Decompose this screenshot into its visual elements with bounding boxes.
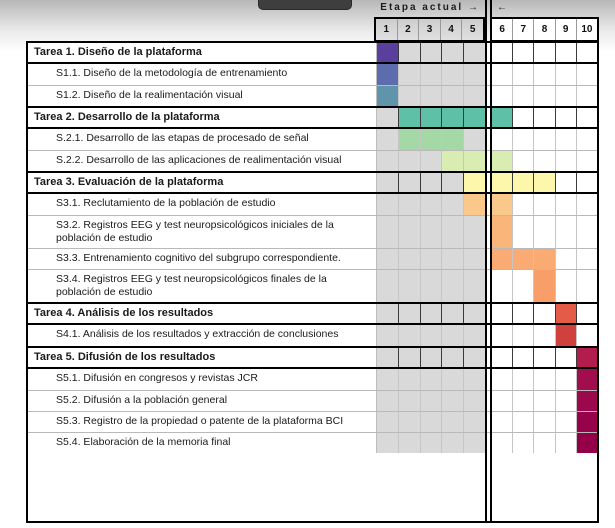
stage-cell bbox=[556, 391, 577, 411]
task-row bbox=[28, 346, 597, 369]
stage-cell bbox=[377, 325, 399, 346]
stage-cell bbox=[464, 43, 485, 62]
stage-cell bbox=[464, 270, 485, 302]
stage-header-future-group bbox=[490, 17, 599, 42]
subtask-row bbox=[28, 248, 597, 269]
stage-cells-group bbox=[492, 249, 597, 269]
stage-cell bbox=[534, 433, 555, 453]
stage-cell bbox=[464, 348, 485, 367]
stage-cell bbox=[399, 86, 421, 106]
stage-cells-group bbox=[492, 216, 597, 248]
stage-cell bbox=[534, 64, 555, 85]
stage-cells-group bbox=[492, 43, 597, 62]
stage-cells-group bbox=[376, 304, 485, 323]
stage-cell bbox=[492, 325, 513, 346]
stage-cell bbox=[399, 173, 421, 192]
stage-cell bbox=[492, 43, 513, 62]
task-row bbox=[28, 302, 597, 325]
stage-cell bbox=[442, 151, 464, 171]
stage-cell bbox=[464, 325, 485, 346]
stage-cell bbox=[513, 270, 534, 302]
stage-cell bbox=[399, 216, 421, 248]
stage-cell bbox=[442, 43, 464, 62]
stage-cell bbox=[513, 325, 534, 346]
stage-cell bbox=[513, 194, 534, 215]
stage-cell bbox=[377, 270, 399, 302]
stage-cell bbox=[556, 173, 577, 192]
stage-cell bbox=[534, 391, 555, 411]
stage-cell bbox=[577, 348, 597, 367]
stage-cell bbox=[577, 391, 597, 411]
stage-cell bbox=[513, 391, 534, 411]
stage-cell bbox=[577, 249, 597, 269]
stage-cell bbox=[464, 412, 485, 432]
task-label: Tarea 4. Análisis de los resultados bbox=[34, 307, 214, 319]
stage-cell bbox=[377, 86, 399, 106]
stage-cell bbox=[513, 129, 534, 150]
stage-cells-group bbox=[492, 129, 597, 150]
current-stage-label: Etapa actual → bbox=[380, 2, 480, 13]
stage-cell bbox=[556, 151, 577, 171]
task-row bbox=[28, 171, 597, 194]
stage-cell bbox=[534, 249, 555, 269]
stage-cell bbox=[534, 173, 555, 192]
stage-cell bbox=[399, 270, 421, 302]
subtask-row bbox=[28, 369, 597, 390]
stage-cell bbox=[513, 108, 534, 127]
stage-number: 1 bbox=[376, 19, 398, 40]
stage-cell bbox=[464, 129, 485, 150]
stage-cells-group bbox=[376, 173, 485, 192]
stage-cell bbox=[377, 43, 399, 62]
stage-cell bbox=[421, 151, 443, 171]
task-row bbox=[28, 106, 597, 129]
stage-cell bbox=[513, 433, 534, 453]
stage-cell bbox=[377, 412, 399, 432]
subtask-label: S.2.2. Desarrollo de las aplicaciones de realimentación visual bbox=[56, 154, 342, 166]
stage-cell bbox=[377, 348, 399, 367]
stage-cell bbox=[421, 64, 443, 85]
subtask-label: S5.2. Difusión a la población general bbox=[56, 394, 228, 406]
stage-cells-group bbox=[376, 43, 485, 62]
stage-cells-group bbox=[492, 194, 597, 215]
stage-cell bbox=[464, 249, 485, 269]
stage-cell bbox=[556, 433, 577, 453]
stage-cell bbox=[577, 194, 597, 215]
stage-cell bbox=[442, 412, 464, 432]
stage-cell bbox=[421, 216, 443, 248]
stage-cell bbox=[377, 433, 399, 453]
subtask-label: S1.2. Diseño de la realimentación visual bbox=[56, 89, 243, 101]
stage-cell bbox=[492, 348, 513, 367]
stage-cells-group bbox=[376, 129, 485, 150]
stage-cell bbox=[513, 348, 534, 367]
stage-cell bbox=[442, 249, 464, 269]
stage-cells-group bbox=[492, 151, 597, 171]
stage-cell bbox=[377, 216, 399, 248]
stage-cells-group bbox=[492, 108, 597, 127]
subtask-label: S3.1. Reclutamiento de la población de estudio bbox=[56, 197, 276, 209]
stage-cell bbox=[421, 194, 443, 215]
subtask-label: S3.4. Registros EEG y test neuropsicológicos finales de la población de estudio bbox=[56, 273, 327, 298]
subtask-row bbox=[28, 269, 597, 302]
stage-cell bbox=[492, 412, 513, 432]
stage-cell bbox=[513, 173, 534, 192]
stage-cell bbox=[513, 249, 534, 269]
stage-cells-group bbox=[492, 369, 597, 390]
stage-cells-group bbox=[492, 304, 597, 323]
stage-cell bbox=[577, 412, 597, 432]
stage-cell bbox=[556, 86, 577, 106]
stage-cell bbox=[442, 64, 464, 85]
stage-cell bbox=[534, 304, 555, 323]
stage-cell bbox=[421, 43, 443, 62]
stage-cell bbox=[492, 108, 513, 127]
stage-cells-group bbox=[376, 86, 485, 106]
stage-cell bbox=[513, 64, 534, 85]
stage-cells-group bbox=[492, 348, 597, 367]
stage-cell bbox=[421, 348, 443, 367]
stage-cells-group bbox=[376, 433, 485, 453]
stage-cell bbox=[577, 304, 597, 323]
stage-cell bbox=[399, 249, 421, 269]
stage-cell bbox=[421, 391, 443, 411]
subtask-label: S5.1. Difusión en congresos y revistas JCR bbox=[56, 372, 258, 384]
stage-cell bbox=[442, 129, 464, 150]
stage-cell bbox=[464, 433, 485, 453]
stage-cells-group bbox=[376, 412, 485, 432]
stage-cell bbox=[421, 249, 443, 269]
stage-cell bbox=[421, 304, 443, 323]
stage-cells-group bbox=[492, 412, 597, 432]
task-label: Tarea 5. Difusión de los resultados bbox=[34, 351, 216, 363]
stage-cell bbox=[577, 216, 597, 248]
stage-cell bbox=[377, 129, 399, 150]
stage-cell bbox=[377, 304, 399, 323]
stage-cell bbox=[442, 325, 464, 346]
subtask-row bbox=[28, 390, 597, 411]
stage-number: 10 bbox=[577, 19, 597, 40]
stage-number: 3 bbox=[419, 19, 441, 40]
stage-cells-group bbox=[376, 391, 485, 411]
stage-cell bbox=[442, 194, 464, 215]
stage-cells-group bbox=[376, 325, 485, 346]
stage-cell bbox=[377, 249, 399, 269]
task-label: Tarea 3. Evaluación de la plataforma bbox=[34, 176, 224, 188]
stage-cell bbox=[556, 249, 577, 269]
stage-cells-group bbox=[376, 194, 485, 215]
stage-cell bbox=[442, 369, 464, 390]
stage-cell bbox=[377, 194, 399, 215]
task-label: Tarea 1. Diseño de la plataforma bbox=[34, 46, 202, 58]
stage-cell bbox=[421, 270, 443, 302]
stage-cell bbox=[464, 369, 485, 390]
stage-cell bbox=[577, 270, 597, 302]
stage-cell bbox=[442, 391, 464, 411]
stage-cells-group bbox=[376, 64, 485, 85]
stage-cell bbox=[513, 304, 534, 323]
subtask-row bbox=[28, 215, 597, 248]
stage-cell bbox=[399, 433, 421, 453]
stage-cells-group bbox=[492, 86, 597, 106]
subtask-label: S5.3. Registro de la propiedad o patente de la plataforma BCI bbox=[56, 415, 344, 427]
stage-cell bbox=[534, 151, 555, 171]
stage-number: 5 bbox=[462, 19, 483, 40]
subtask-row bbox=[28, 411, 597, 432]
stage-cell bbox=[556, 325, 577, 346]
stage-cell bbox=[513, 369, 534, 390]
stage-cell bbox=[442, 348, 464, 367]
stage-cell bbox=[399, 412, 421, 432]
stage-cell bbox=[556, 216, 577, 248]
subtask-label: S3.2. Registros EEG y test neuropsicológicos iniciales de la población de estudio bbox=[56, 219, 334, 244]
stage-header-past-group bbox=[374, 17, 485, 42]
stage-cell bbox=[442, 433, 464, 453]
stage-cell bbox=[399, 391, 421, 411]
stage-cell bbox=[464, 64, 485, 85]
stage-cell bbox=[556, 43, 577, 62]
subtask-row bbox=[28, 194, 597, 215]
stage-cell bbox=[534, 412, 555, 432]
stage-cell bbox=[534, 216, 555, 248]
stage-cell bbox=[399, 194, 421, 215]
subtask-row bbox=[28, 85, 597, 106]
stage-cell bbox=[513, 151, 534, 171]
subtask-label: S4.1. Análisis de los resultados y extracción de conclusiones bbox=[56, 328, 339, 340]
stage-cell bbox=[534, 270, 555, 302]
stage-cell bbox=[492, 151, 513, 171]
subtask-row bbox=[28, 432, 597, 453]
stage-number: 8 bbox=[534, 19, 555, 40]
stage-cell bbox=[464, 108, 485, 127]
stage-cell bbox=[577, 369, 597, 390]
stage-cell bbox=[492, 194, 513, 215]
stage-cell bbox=[399, 151, 421, 171]
stage-cell bbox=[534, 194, 555, 215]
stage-cell bbox=[492, 173, 513, 192]
stage-cell bbox=[464, 391, 485, 411]
stage-cell bbox=[377, 64, 399, 85]
stage-cell bbox=[513, 216, 534, 248]
stage-cell bbox=[534, 108, 555, 127]
gantt-table bbox=[26, 41, 599, 523]
subtask-label: S1.1. Diseño de la metodología de entrenamiento bbox=[56, 67, 288, 79]
stage-cells-group bbox=[376, 369, 485, 390]
task-label: Tarea 2. Desarrollo de la plataforma bbox=[34, 111, 220, 123]
stage-cell bbox=[513, 43, 534, 62]
stage-number: 4 bbox=[441, 19, 463, 40]
stage-cell bbox=[377, 151, 399, 171]
stage-cell bbox=[577, 173, 597, 192]
stage-cell bbox=[492, 270, 513, 302]
stage-cell bbox=[556, 129, 577, 150]
stage-cells-group bbox=[492, 433, 597, 453]
stage-cell bbox=[421, 412, 443, 432]
stage-cell bbox=[577, 108, 597, 127]
stage-cell bbox=[492, 64, 513, 85]
current-stage-divider-left bbox=[485, 0, 487, 523]
stage-cell bbox=[492, 86, 513, 106]
stage-cell bbox=[556, 64, 577, 85]
stage-cell bbox=[421, 369, 443, 390]
stage-cell bbox=[399, 43, 421, 62]
subtask-label: S.2.1. Desarrollo de las etapas de procesado de señal bbox=[56, 132, 309, 144]
stage-cell bbox=[377, 173, 399, 192]
stage-cell bbox=[421, 173, 443, 192]
stage-cells-group bbox=[492, 325, 597, 346]
stage-cell bbox=[534, 325, 555, 346]
stage-cell bbox=[399, 129, 421, 150]
left-arrow-marker: ← bbox=[497, 2, 507, 13]
stage-cell bbox=[556, 304, 577, 323]
stage-number: 2 bbox=[398, 19, 420, 40]
stage-cell bbox=[421, 86, 443, 106]
stage-number: 6 bbox=[492, 19, 513, 40]
stage-cell bbox=[421, 325, 443, 346]
stage-cell bbox=[442, 173, 464, 192]
subtask-label: S5.4. Elaboración de la memoria final bbox=[56, 436, 231, 448]
stage-cell bbox=[442, 216, 464, 248]
stage-cell bbox=[464, 86, 485, 106]
stage-cells-group bbox=[376, 348, 485, 367]
stage-cells-group bbox=[492, 173, 597, 192]
stage-cells-group bbox=[492, 64, 597, 85]
stage-cell bbox=[464, 216, 485, 248]
stage-cell bbox=[442, 304, 464, 323]
stage-cell bbox=[442, 108, 464, 127]
stage-cell bbox=[577, 86, 597, 106]
stage-cell bbox=[421, 108, 443, 127]
stage-cells-group bbox=[376, 249, 485, 269]
stage-number: 7 bbox=[513, 19, 534, 40]
stage-cell bbox=[399, 64, 421, 85]
stage-cell bbox=[556, 108, 577, 127]
task-row bbox=[28, 43, 597, 64]
stage-cell bbox=[556, 412, 577, 432]
stage-cells-group bbox=[376, 108, 485, 127]
stage-cells-group bbox=[376, 270, 485, 302]
stage-cell bbox=[534, 348, 555, 367]
subtask-row bbox=[28, 129, 597, 150]
current-stage-divider-right bbox=[490, 0, 492, 523]
subtask-row bbox=[28, 325, 597, 346]
stage-cell bbox=[513, 86, 534, 106]
stage-cell bbox=[492, 129, 513, 150]
stage-cell bbox=[556, 369, 577, 390]
subtask-row bbox=[28, 64, 597, 85]
stage-cell bbox=[492, 304, 513, 323]
stage-cell bbox=[556, 348, 577, 367]
stage-cell bbox=[492, 249, 513, 269]
stage-cell bbox=[399, 325, 421, 346]
stage-cell bbox=[534, 369, 555, 390]
stage-cell bbox=[399, 369, 421, 390]
stage-cell bbox=[399, 108, 421, 127]
stage-cell bbox=[577, 43, 597, 62]
stage-cell bbox=[534, 43, 555, 62]
stage-cell bbox=[556, 194, 577, 215]
stage-cell bbox=[399, 348, 421, 367]
stage-cell bbox=[377, 391, 399, 411]
stage-cell bbox=[492, 369, 513, 390]
stage-cells-group bbox=[492, 391, 597, 411]
stage-cell bbox=[442, 86, 464, 106]
stage-cell bbox=[534, 86, 555, 106]
stage-cell bbox=[464, 151, 485, 171]
subtask-row bbox=[28, 150, 597, 171]
stage-cell bbox=[442, 270, 464, 302]
stage-cell bbox=[556, 270, 577, 302]
stage-cell bbox=[377, 369, 399, 390]
stage-cells-group bbox=[492, 270, 597, 302]
stage-cell bbox=[534, 129, 555, 150]
stage-cell bbox=[492, 391, 513, 411]
stage-cell bbox=[464, 194, 485, 215]
stage-cell bbox=[577, 151, 597, 171]
stage-cells-group bbox=[376, 151, 485, 171]
stage-cell bbox=[421, 433, 443, 453]
stage-cell bbox=[421, 129, 443, 150]
stage-cell bbox=[577, 325, 597, 346]
stage-cell bbox=[577, 64, 597, 85]
stage-cell bbox=[577, 129, 597, 150]
stage-cell bbox=[492, 216, 513, 248]
stage-cell bbox=[513, 412, 534, 432]
stage-number: 9 bbox=[556, 19, 577, 40]
stage-cell bbox=[377, 108, 399, 127]
subtask-label: S3.3. Entrenamiento cognitivo del subgrupo correspondiente. bbox=[56, 252, 341, 264]
stage-cell bbox=[399, 304, 421, 323]
stage-cell bbox=[492, 433, 513, 453]
stage-cells-group bbox=[376, 216, 485, 248]
stage-cell bbox=[464, 304, 485, 323]
stage-cell bbox=[464, 173, 485, 192]
stage-cell bbox=[577, 433, 597, 453]
